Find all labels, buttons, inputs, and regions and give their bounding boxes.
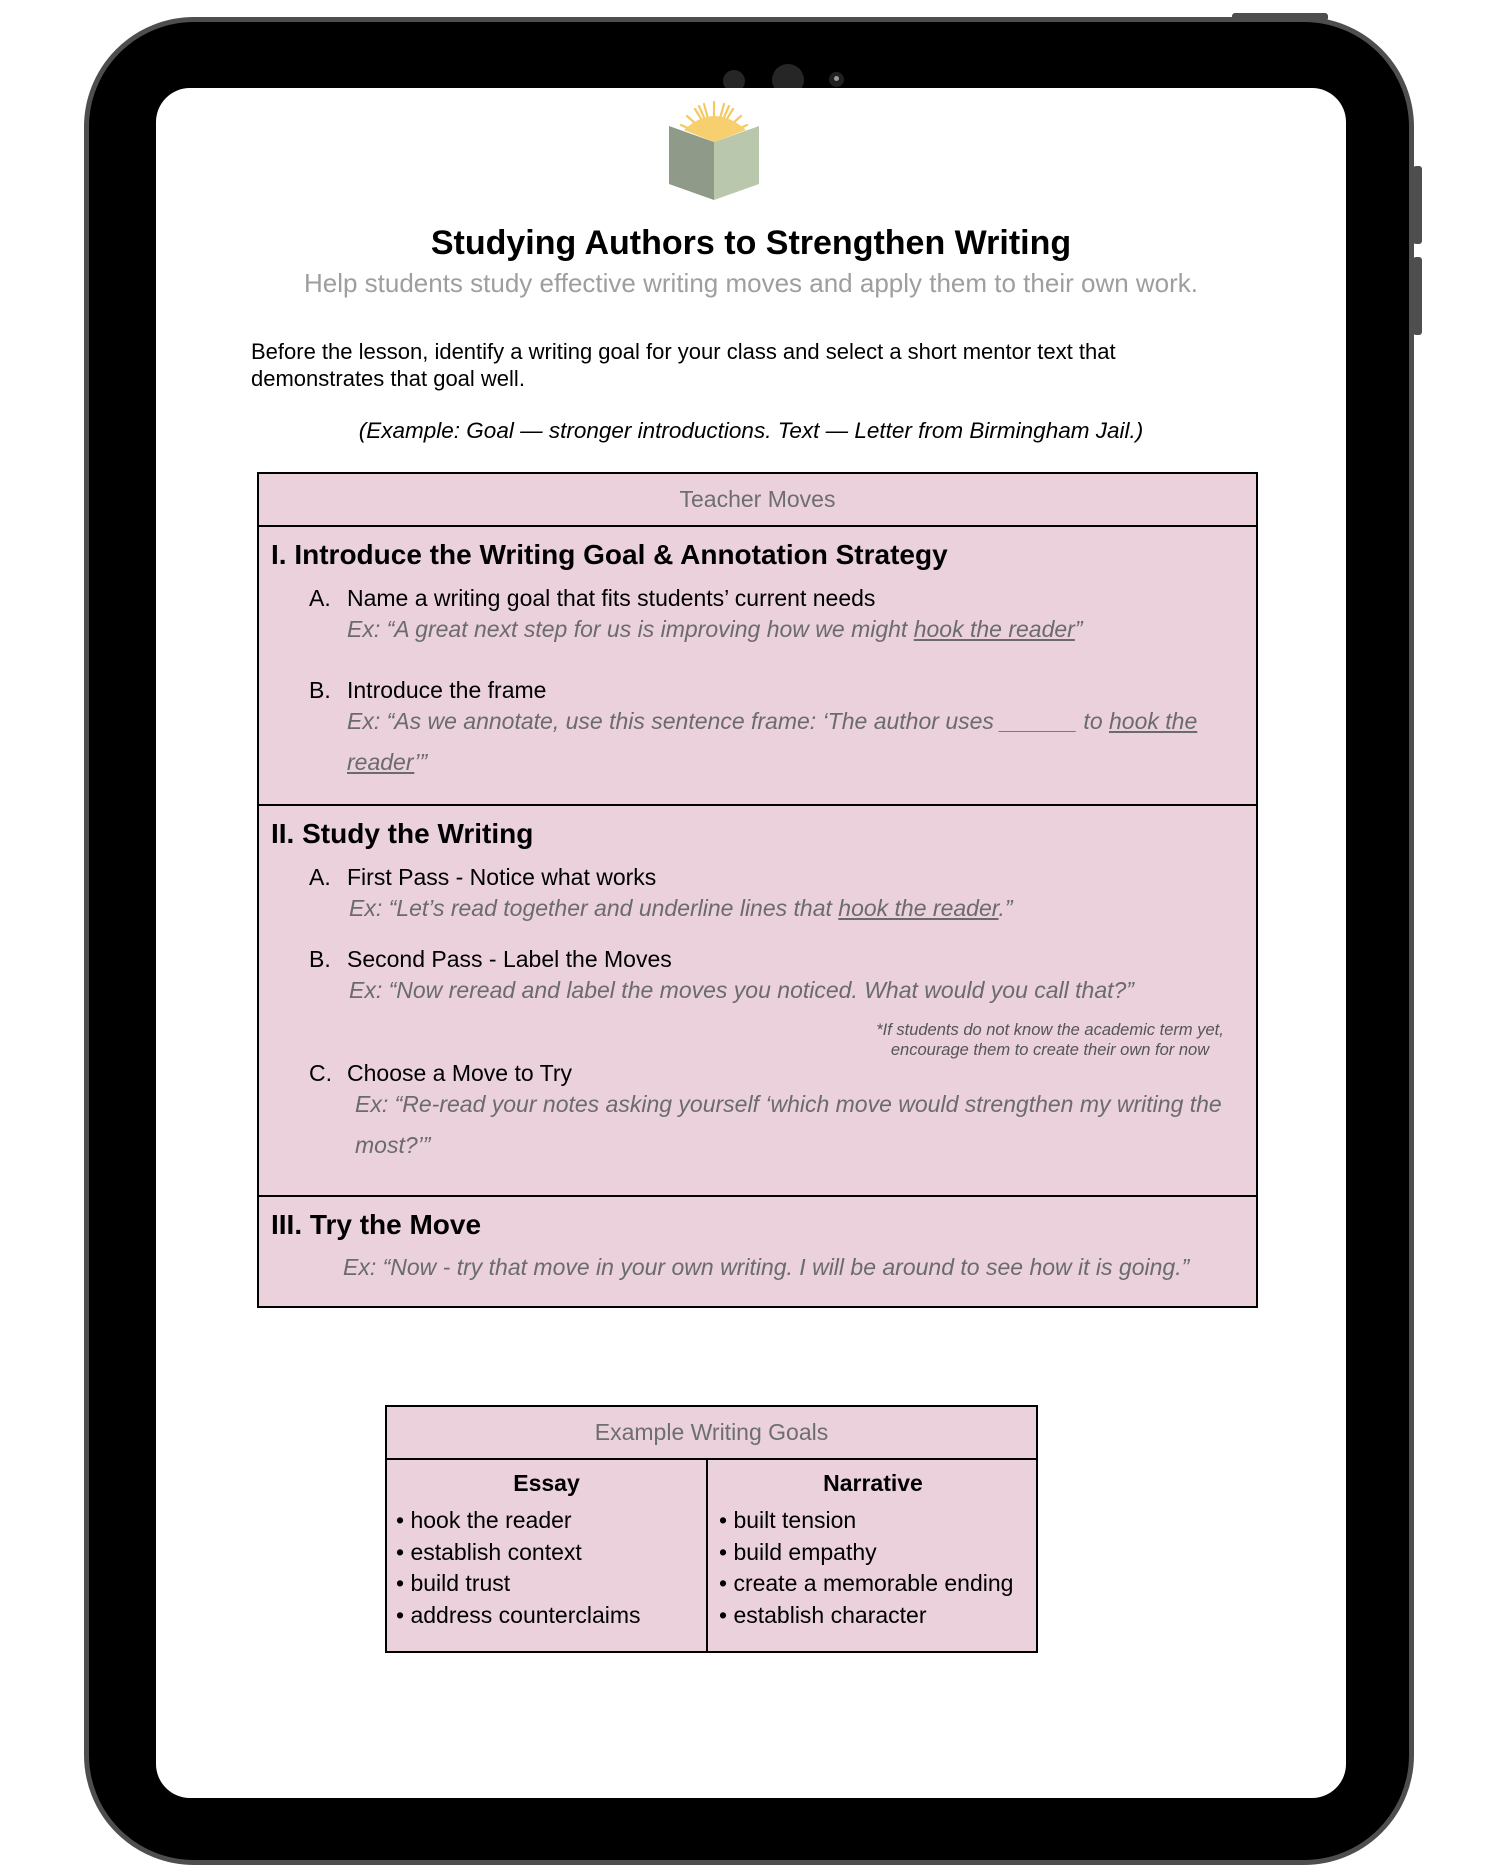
volume-down-button[interactable] xyxy=(1413,257,1422,335)
light-sensor-icon xyxy=(829,72,844,87)
list-item: • built tension xyxy=(719,1507,857,1533)
example-quote: Ex: “Let’s read together and underline lines that hook the reader.” xyxy=(349,895,1013,921)
section-title: II. Study the Writing xyxy=(271,818,534,849)
example-quote: Ex: “As we annotate, use this sentence frame: ‘The author uses ______ to hook the reader’” xyxy=(347,708,1198,775)
list-item: • establish character xyxy=(719,1601,927,1628)
hook-the-reader-link: hook the reader xyxy=(838,895,999,921)
list-item: • address counterclaims xyxy=(396,1601,641,1628)
list-item: • establish context xyxy=(396,1538,582,1565)
example-quote: Ex: “Re-read your notes asking yourself ‘which move would strengthen my writing the most?’” xyxy=(355,1091,1222,1158)
narrative-column xyxy=(710,1460,1036,1651)
page-subtitle: Help students study effective writing moves and apply them to their own work. xyxy=(303,268,1199,298)
list-item: • hook the reader xyxy=(396,1507,572,1533)
page-title: Studying Authors to Strengthen Writing xyxy=(430,224,1072,262)
intro-paragraph: Before the lesson, identify a writing goal for your class and select a short mentor text that demonstrates that goal well. xyxy=(251,339,1116,391)
example-line: (Example: Goal — stronger introductions. Text — Letter from Birmingham Jail.) xyxy=(358,418,1144,443)
tablet-screen xyxy=(156,88,1346,1798)
example-writing-goals-table xyxy=(385,1405,1038,1653)
essay-column xyxy=(387,1460,708,1651)
volume-up-button[interactable] xyxy=(1413,166,1422,244)
list-item: • build empathy xyxy=(719,1538,877,1565)
hook-the-reader-link: hook the reader xyxy=(347,708,1198,775)
example-quote: Ex: “Now - try that move in your own writing. I will be around to see how it is going.” xyxy=(343,1254,1190,1280)
writing-goals-header: Example Writing Goals xyxy=(387,1407,1036,1460)
section-introduce-goal: I. Introduce the Writing Goal & Annotation Strategy A. Name a writing goal that fits students’ current needs Ex: “A great next step for us is improving how we might hook the reader” B. Introduce the frame Ex: “As we annotate, use this sentence frame: ‘The author uses ______ to hook the reader’” xyxy=(259,527,1256,806)
column-heading: Essay xyxy=(513,1470,580,1496)
teacher-moves-table xyxy=(257,472,1258,1308)
hook-the-reader-link: hook the reader xyxy=(913,616,1075,642)
example-quote: Ex: “Now reread and label the moves you noticed. What would you call that?” xyxy=(349,977,1134,1003)
section-title: I. Introduce the Writing Goal & Annotation Strategy xyxy=(271,539,948,570)
section-title: III. Try the Move xyxy=(271,1209,482,1240)
column-heading: Narrative xyxy=(823,1470,923,1496)
list-item: • build trust xyxy=(396,1570,511,1596)
section-try-move xyxy=(259,1197,1256,1306)
teacher-moves-header: Teacher Moves xyxy=(259,474,1256,527)
list-item: • create a memorable ending xyxy=(719,1570,1014,1596)
section-study-writing: II. Study the Writing A. First Pass - Notice what works Ex: “Let’s read together and underline lines that hook the reader.” B. Second Pass - Label the Moves Ex: “Now reread and label the moves you noticed. What would you call that?” *If students do not know the academic term yet, encourage them to create their own for now C. Choose a Move to Try Ex: “Re-read your notes asking yourself ‘which move would strengthen my writing the most?’” xyxy=(259,806,1256,1197)
example-quote: Ex: “A great next step for us is improving how we might hook the reader” xyxy=(347,616,1083,642)
book-with-sunrise-icon xyxy=(666,100,764,200)
footnote: *If students do not know the academic term yet, encourage them to create their own for now xyxy=(876,1021,1224,1059)
